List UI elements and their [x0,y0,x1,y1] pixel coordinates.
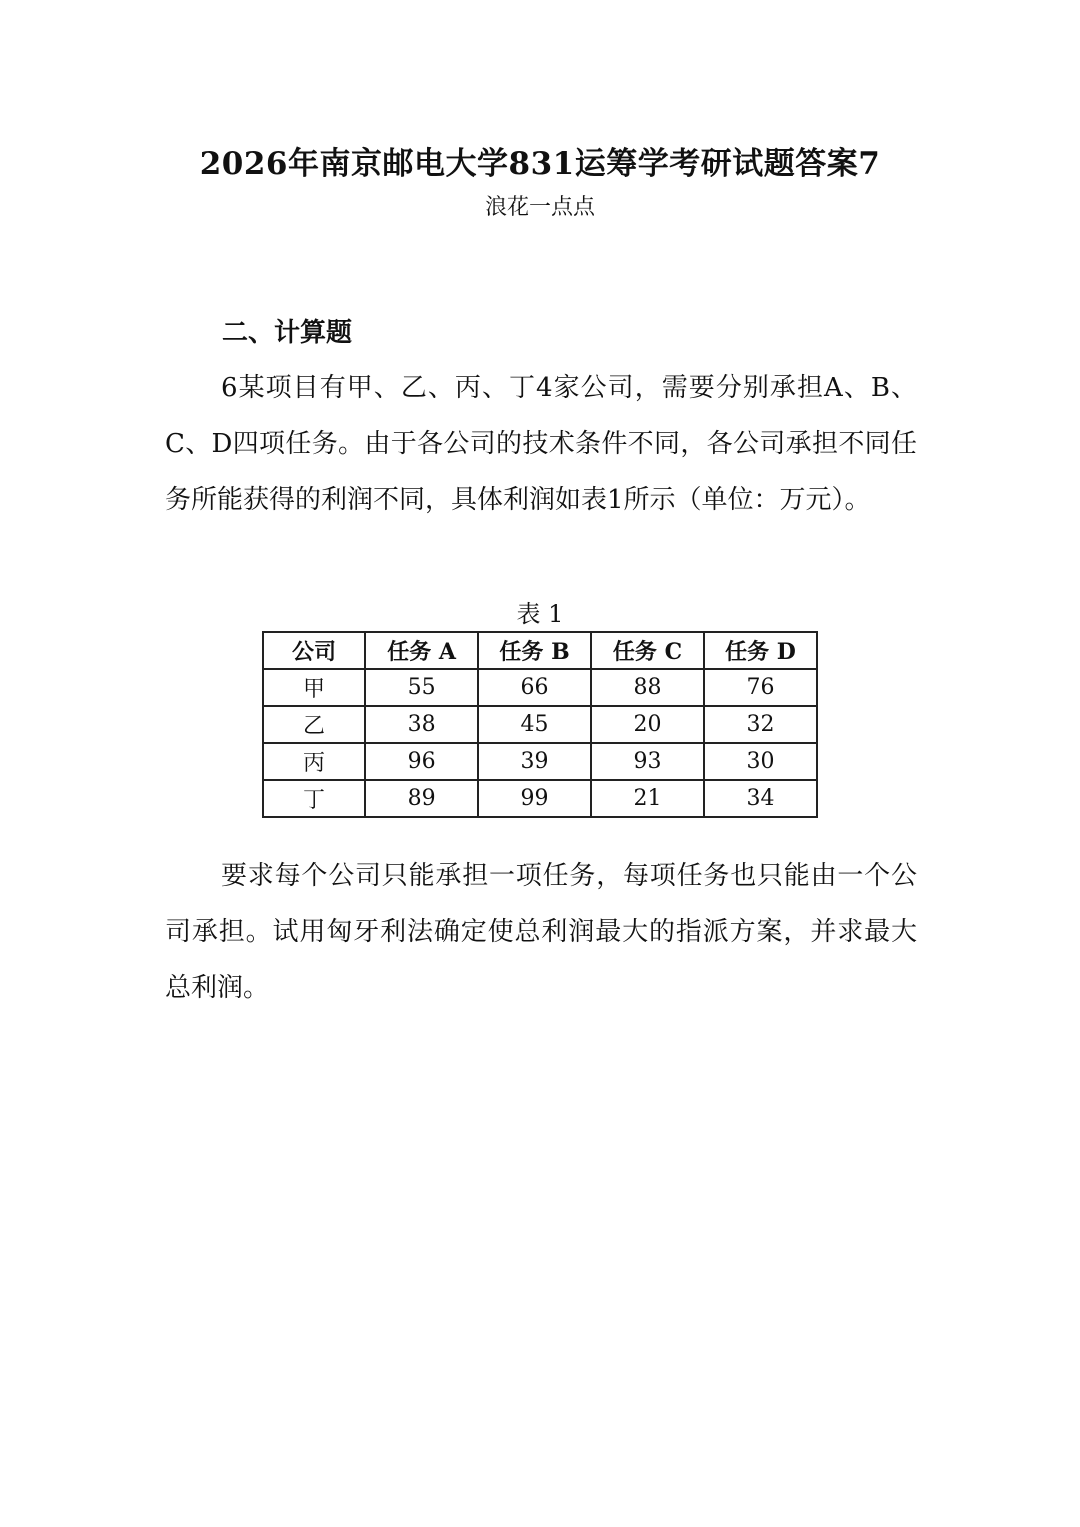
table-cell: 乙 [263,706,365,743]
table-cell: 88 [591,669,704,706]
table-header-cell: 任务 B [478,632,591,669]
table-cell: 丁 [263,780,365,817]
table-cell: 66 [478,669,591,706]
table-cell: 99 [478,780,591,817]
table-cell: 45 [478,706,591,743]
table-cell: 32 [704,706,817,743]
table-cell: 38 [365,706,478,743]
table-header-cell: 任务 A [365,632,478,669]
table-row [263,780,817,817]
table-header-row [263,632,817,669]
table-cell: 20 [591,706,704,743]
profit-table [262,631,818,818]
table-cell: 34 [704,780,817,817]
table-cell: 55 [365,669,478,706]
problem-requirement-paragraph: 要求每个公司只能承担一项任务，每项任务也只能由一个公司承担。试用匈牙利法确定使总利润最大的指派方案，并求最大总利润。 [165,861,917,1003]
author-name: 浪花一点点 [484,195,595,220]
table-header-cell: 任务 D [704,632,817,669]
table-header-cell: 公司 [263,632,365,669]
table-cell: 甲 [263,669,365,706]
table-cell: 39 [478,743,591,780]
section-heading: 二、计算题 [222,318,353,348]
page-title: 2026年南京邮电大学831运筹学考研试题答案7 [199,146,881,182]
table-cell: 76 [704,669,817,706]
table-cell: 丙 [263,743,365,780]
table-cell: 89 [365,780,478,817]
table-cell: 21 [591,780,704,817]
table-header-cell: 任务 C [591,632,704,669]
table-row [263,669,817,706]
problem-intro-paragraph: 6某项目有甲、乙、丙、丁4家公司，需要分别承担A、B、C、D四项任务。由于各公司的技术条件不同，各公司承担不同任务所能获得的利润不同，具体利润如表1所示（单位：万元）。 [165,373,917,515]
table-cell: 96 [365,743,478,780]
table-cell: 93 [591,743,704,780]
table-row [263,743,817,780]
table-cell: 30 [704,743,817,780]
table-row [263,706,817,743]
table-caption: 表 1 [516,600,564,628]
